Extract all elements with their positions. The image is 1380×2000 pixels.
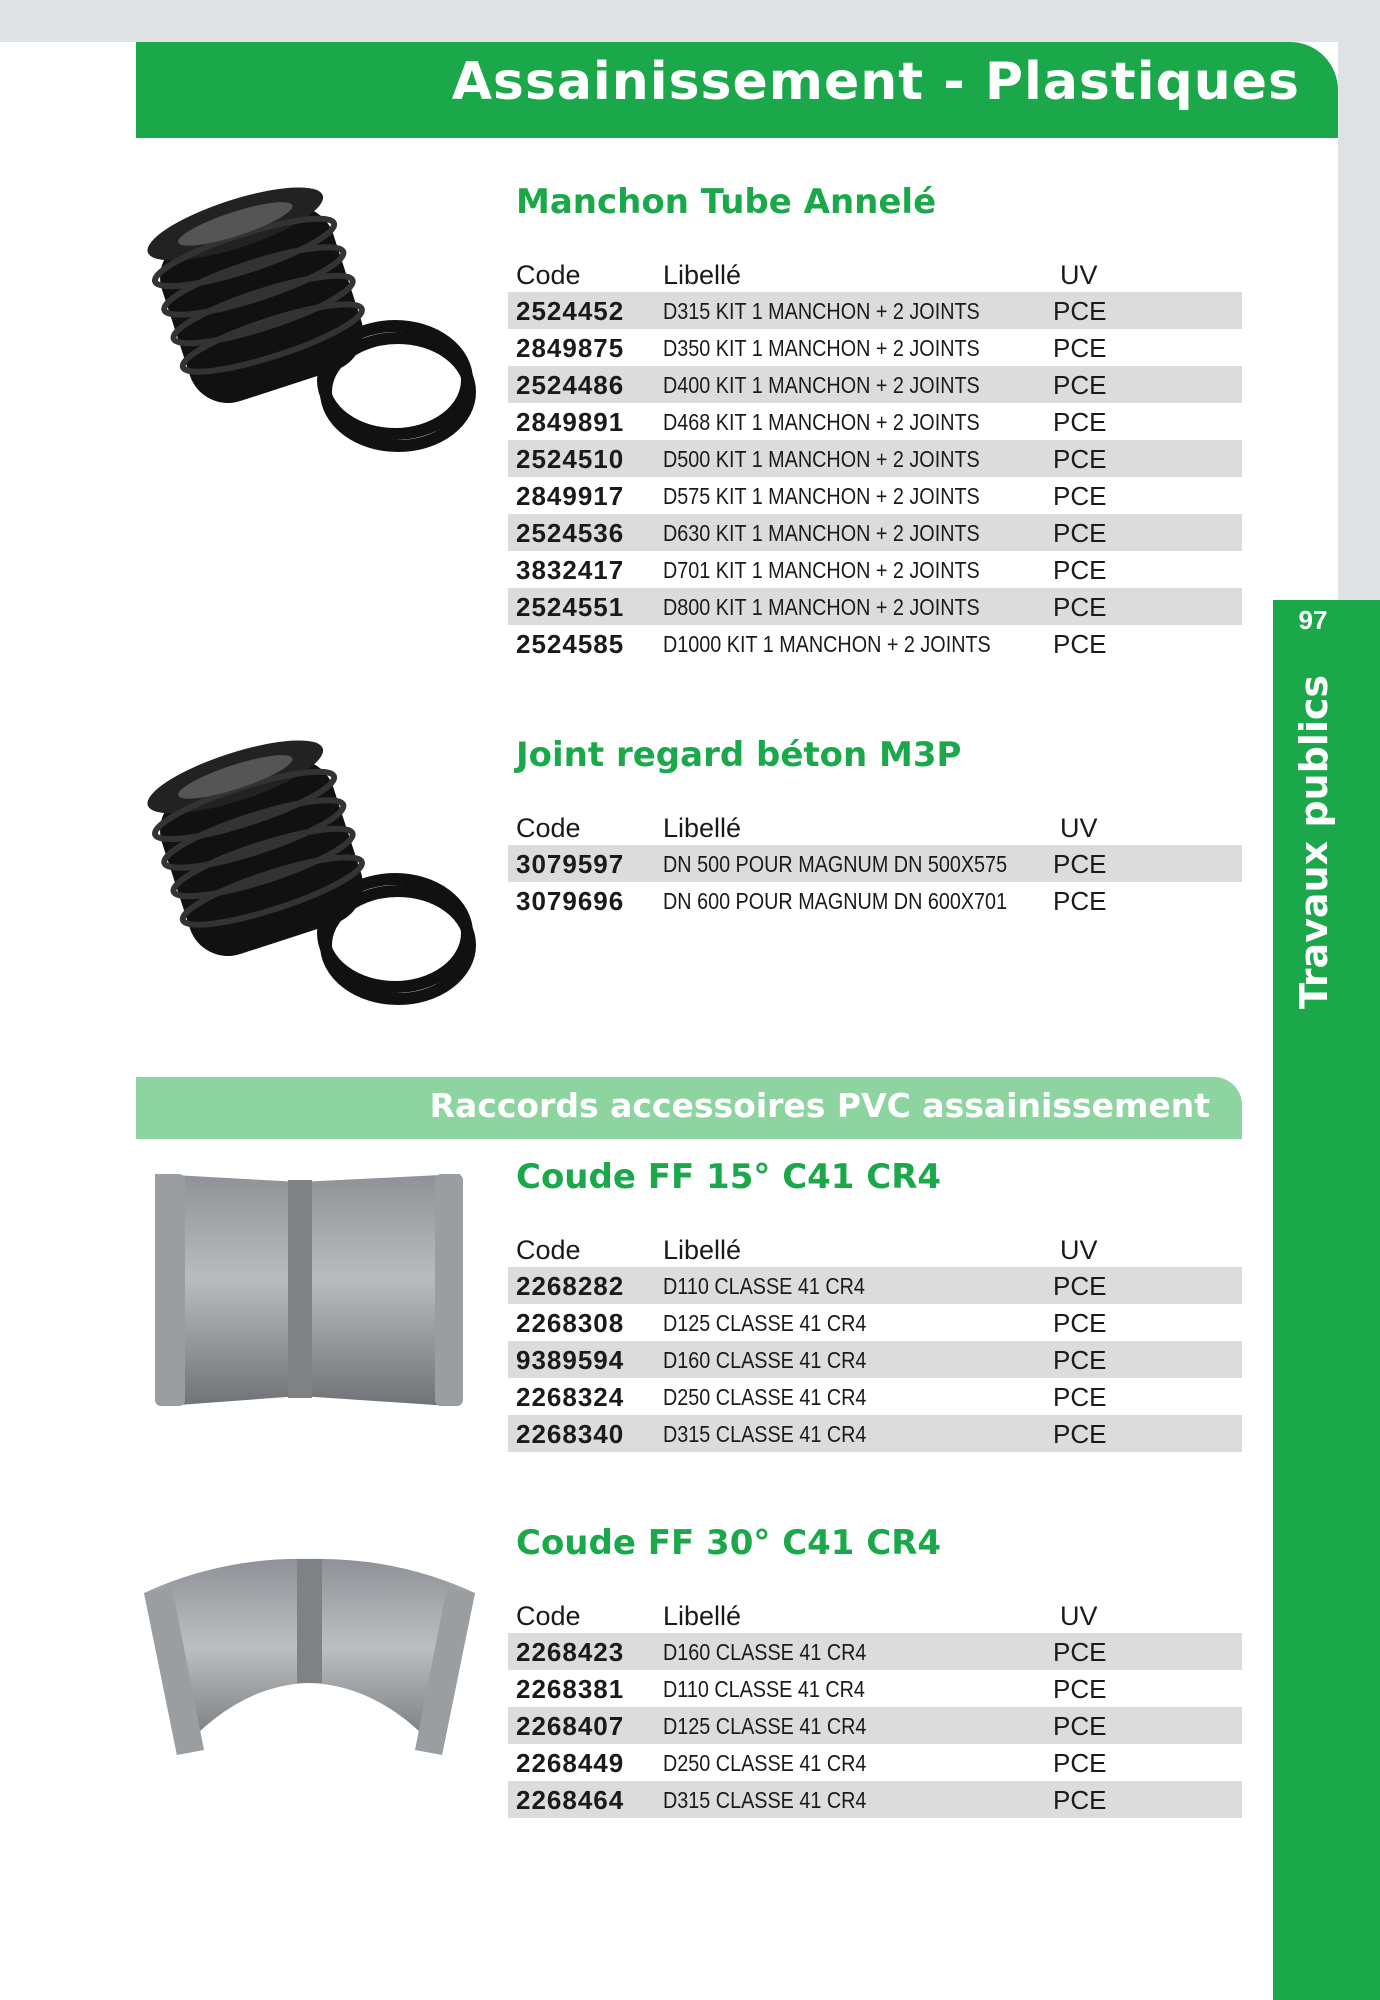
product-label: D125 CLASSE 41 CR4 (663, 1713, 867, 1739)
table-header (508, 256, 1242, 292)
pvc-elbow-30-image (142, 1555, 477, 1765)
column-code: Code (516, 813, 581, 843)
product-code: 2849891 (516, 407, 625, 437)
product-label: DN 500 POUR MAGNUM DN 500X575 (663, 851, 1008, 877)
page-title: Assainissement - Plastiques (451, 52, 1300, 112)
product-code: 2524452 (516, 296, 625, 326)
product-unit: PCE (1053, 481, 1107, 511)
product-unit: PCE (1053, 1345, 1107, 1375)
table-row (508, 1378, 1242, 1415)
product-code: 2268282 (516, 1271, 625, 1301)
product-unit: PCE (1053, 1785, 1107, 1815)
table-row (508, 845, 1242, 882)
product-code: 2268324 (516, 1382, 625, 1412)
product-label: DN 600 POUR MAGNUM DN 600X701 (663, 888, 1008, 914)
table-row (508, 1781, 1242, 1818)
table-row (508, 588, 1242, 625)
product-unit: PCE (1053, 886, 1107, 916)
product-label: D110 CLASSE 41 CR4 (663, 1273, 865, 1299)
product-label: D1000 KIT 1 MANCHON + 2 JOINTS (663, 631, 991, 657)
product-unit: PCE (1053, 1419, 1107, 1449)
product-code: 2524510 (516, 444, 625, 474)
table-row (508, 440, 1242, 477)
product-label: D160 CLASSE 41 CR4 (663, 1639, 867, 1665)
product-code: 2268308 (516, 1308, 625, 1338)
table-row (508, 514, 1242, 551)
product-unit: PCE (1053, 1382, 1107, 1412)
product-label: D315 CLASSE 41 CR4 (663, 1421, 867, 1447)
product-unit: PCE (1053, 1748, 1107, 1778)
table-row (508, 1707, 1242, 1744)
table-row (508, 1670, 1242, 1707)
table-row (508, 625, 1242, 662)
column-code: Code (516, 1601, 581, 1631)
product-code: 3079696 (516, 886, 625, 916)
product-code: 2524551 (516, 592, 625, 622)
table-row (508, 403, 1242, 440)
product-label: D160 CLASSE 41 CR4 (663, 1347, 867, 1373)
product-label: D110 CLASSE 41 CR4 (663, 1676, 865, 1702)
product-label: D800 KIT 1 MANCHON + 2 JOINTS (663, 594, 980, 620)
product-code: 2524486 (516, 370, 625, 400)
product-code: 2524536 (516, 518, 625, 548)
column-code: Code (516, 260, 581, 290)
product-label: D630 KIT 1 MANCHON + 2 JOINTS (663, 520, 980, 546)
product-unit: PCE (1053, 592, 1107, 622)
category-band (136, 1077, 1242, 1139)
product-label: D701 KIT 1 MANCHON + 2 JOINTS (663, 557, 980, 583)
product-unit: PCE (1053, 1674, 1107, 1704)
product-unit: PCE (1053, 296, 1107, 326)
product-code: 2268464 (516, 1785, 625, 1815)
product-unit: PCE (1053, 1271, 1107, 1301)
column-libelle: Libellé (663, 813, 742, 843)
right-margin (1338, 0, 1380, 620)
product-code: 2268449 (516, 1748, 625, 1778)
table-header (508, 1231, 1242, 1267)
table-row (508, 1267, 1242, 1304)
column-libelle: Libellé (663, 1601, 742, 1631)
top-strip (0, 0, 1380, 42)
product-code: 2268407 (516, 1711, 625, 1741)
product-unit: PCE (1053, 1711, 1107, 1741)
table-row (508, 1341, 1242, 1378)
table-row (508, 1304, 1242, 1341)
product-unit: PCE (1053, 370, 1107, 400)
table-row (508, 1633, 1242, 1670)
product-label: D315 KIT 1 MANCHON + 2 JOINTS (663, 298, 980, 324)
column-uv: UV (1060, 813, 1098, 843)
table-header (508, 1597, 1242, 1633)
product-label: D125 CLASSE 41 CR4 (663, 1310, 867, 1336)
column-uv: UV (1060, 1235, 1098, 1265)
table-header (508, 809, 1242, 845)
table-row (508, 1744, 1242, 1781)
table-row (508, 292, 1242, 329)
product-label: D575 KIT 1 MANCHON + 2 JOINTS (663, 483, 980, 509)
product-table (508, 1231, 1242, 1452)
pvc-elbow-15-image (150, 1168, 470, 1418)
table-row (508, 329, 1242, 366)
product-label: D500 KIT 1 MANCHON + 2 JOINTS (663, 446, 980, 472)
product-unit: PCE (1053, 629, 1107, 659)
page-number: 97 (1298, 605, 1328, 635)
section-title: Coude FF 15° C41 CR4 (516, 1157, 942, 1197)
product-label: D250 CLASSE 41 CR4 (663, 1384, 867, 1410)
column-libelle: Libellé (663, 1235, 742, 1265)
corrugated-sleeve-image (140, 733, 480, 1023)
product-table (508, 809, 1242, 919)
product-label: D315 CLASSE 41 CR4 (663, 1787, 867, 1813)
product-table (508, 256, 1242, 662)
product-unit: PCE (1053, 407, 1107, 437)
section-title: Coude FF 30° C41 CR4 (516, 1523, 942, 1563)
product-unit: PCE (1053, 518, 1107, 548)
table-row (508, 477, 1242, 514)
table-row (508, 1415, 1242, 1452)
product-code: 2268340 (516, 1419, 625, 1449)
product-table (508, 1597, 1242, 1818)
section-title: Joint regard béton M3P (516, 735, 962, 775)
product-unit: PCE (1053, 849, 1107, 879)
product-unit: PCE (1053, 1308, 1107, 1338)
product-code: 2849875 (516, 333, 625, 363)
product-code: 9389594 (516, 1345, 625, 1375)
category-title: Raccords accessoires PVC assainissement (429, 1086, 1210, 1125)
product-code: 2849917 (516, 481, 625, 511)
product-label: D350 KIT 1 MANCHON + 2 JOINTS (663, 335, 980, 361)
product-unit: PCE (1053, 1637, 1107, 1667)
chapter-label: Travaux publics (1292, 675, 1336, 1009)
product-unit: PCE (1053, 555, 1107, 585)
column-uv: UV (1060, 1601, 1098, 1631)
column-code: Code (516, 1235, 581, 1265)
product-code: 2268381 (516, 1674, 625, 1704)
column-libelle: Libellé (663, 260, 742, 290)
column-uv: UV (1060, 260, 1098, 290)
product-unit: PCE (1053, 444, 1107, 474)
page-header (136, 42, 1338, 138)
table-row (508, 551, 1242, 588)
corrugated-sleeve-image (140, 180, 480, 470)
table-row (508, 366, 1242, 403)
product-label: D250 CLASSE 41 CR4 (663, 1750, 867, 1776)
product-code: 3079597 (516, 849, 625, 879)
product-code: 2524585 (516, 629, 625, 659)
product-label: D468 KIT 1 MANCHON + 2 JOINTS (663, 409, 980, 435)
product-code: 2268423 (516, 1637, 625, 1667)
section-title: Manchon Tube Annelé (516, 182, 937, 222)
table-row (508, 882, 1242, 919)
product-code: 3832417 (516, 555, 625, 585)
product-label: D400 KIT 1 MANCHON + 2 JOINTS (663, 372, 980, 398)
product-unit: PCE (1053, 333, 1107, 363)
